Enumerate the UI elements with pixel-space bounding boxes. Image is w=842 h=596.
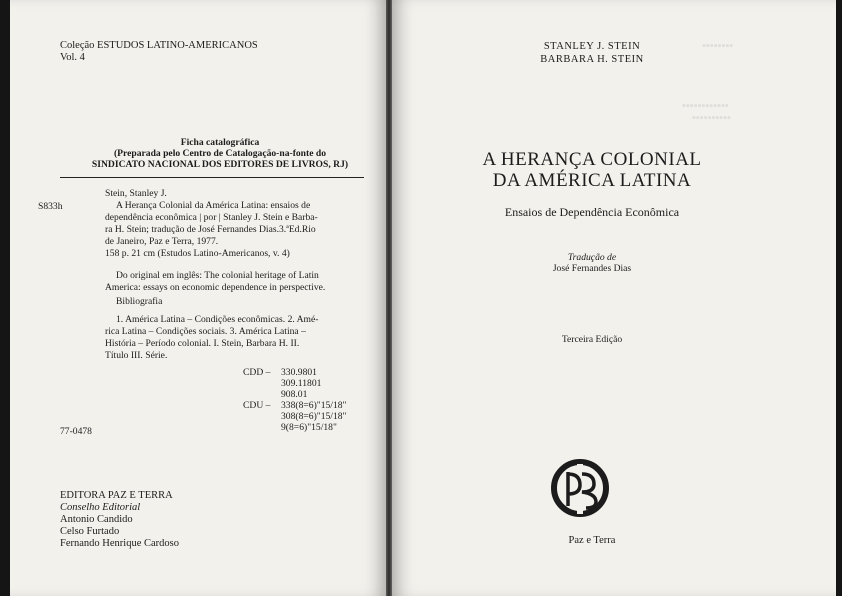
record-line: de Janeiro, Paz e Terra, 1977. bbox=[105, 236, 219, 247]
subject-line: rica Latina – Condições sociais. 3. América Latina – bbox=[105, 326, 306, 337]
original-title-line: America: essays on economic dependence in perspective. bbox=[105, 282, 326, 293]
author-name: BARBARA H. STEIN bbox=[540, 54, 644, 65]
paz-e-terra-logo-icon bbox=[550, 458, 610, 518]
translator-name: José Fernandes Dias bbox=[552, 263, 632, 274]
record-line: Stein, Stanley J. bbox=[105, 188, 167, 199]
catalog-card-heading: Ficha catalográfica bbox=[180, 137, 260, 148]
cdd-label: CDD – bbox=[243, 367, 271, 378]
cdu-value: 308(8=6)"15/18" bbox=[281, 411, 347, 422]
left-page-copyright bbox=[10, 0, 386, 596]
board-member: Celso Furtado bbox=[60, 526, 120, 537]
cdu-label: CDU – bbox=[243, 400, 271, 411]
book-title-line: DA AMÉRICA LATINA bbox=[492, 170, 692, 191]
author-name: STANLEY J. STEIN bbox=[543, 41, 641, 52]
series-volume: Vol. 4 bbox=[60, 52, 85, 63]
catalog-card-rule bbox=[60, 177, 364, 178]
original-title-line: Do original em inglês: The colonial heritage of Latin bbox=[116, 270, 319, 281]
book-subtitle: Ensaios de Dependência Econômica bbox=[504, 205, 680, 219]
call-number: S833h bbox=[38, 201, 63, 212]
record-line: 158 p. 21 cm (Estudos Latino-Americanos, v. 4) bbox=[105, 248, 290, 259]
publisher-name: EDITORA PAZ E TERRA bbox=[60, 490, 173, 501]
record-line: A Herança Colonial da América Latina: ensaios de bbox=[116, 200, 311, 211]
translation-label: Tradução de bbox=[567, 252, 617, 263]
series-title: Coleção ESTUDOS LATINO-AMERICANOS bbox=[60, 40, 258, 51]
record-line: ra H. Stein; tradução de José Fernandes Dias.3.ªEd.Rio bbox=[105, 224, 316, 235]
bibliography-label: Bibliografia bbox=[116, 296, 163, 307]
cdu-value: 9(8=6)"15/18" bbox=[281, 422, 337, 433]
book-title-line: A HERANÇA COLONIAL bbox=[482, 149, 702, 170]
cdu-value: 338(8=6)"15/18" bbox=[281, 400, 347, 411]
board-member: Antonio Candido bbox=[60, 514, 133, 525]
subject-line: Título III. Série. bbox=[105, 350, 168, 361]
catalog-card-source-org: SINDICATO NACIONAL DOS EDITORES DE LIVROS, RJ) bbox=[91, 159, 349, 170]
subject-line: História – Período colonial. I. Stein, Barbara H. II. bbox=[105, 338, 300, 349]
board-member: Fernando Henrique Cardoso bbox=[60, 538, 179, 549]
record-number: 77-0478 bbox=[60, 426, 92, 437]
catalog-card-source: (Preparada pelo Centro de Catalogação-na-fonte do bbox=[113, 148, 327, 159]
cdd-value: 908.01 bbox=[281, 389, 308, 400]
right-page-title: ▪▪▪▪▪▪▪▪ ▪▪▪▪▪▪▪▪▪▪▪▪ ▪▪▪▪▪▪▪▪▪▪ STANLEY J. STEIN BARBARA H. STEIN A HERANÇA COLONIAL DA AMÉRICA LATINA Ensaios de Dependência Econômica Tradução de José Fernandes Dias Terceira Edição Paz e Terra bbox=[392, 0, 836, 596]
publisher-imprint: Paz e Terra bbox=[568, 535, 616, 546]
edition-label: Terceira Edição bbox=[561, 334, 623, 345]
editorial-board-label: Conselho Editorial bbox=[60, 502, 141, 513]
cdd-value: 309.11801 bbox=[281, 378, 322, 389]
subject-line: 1. América Latina – Condições econômicas. 2. Amé- bbox=[116, 314, 319, 325]
record-line: dependência econômica | por | Stanley J. Stein e Barba- bbox=[105, 212, 318, 223]
cdd-value: 330.9801 bbox=[281, 367, 317, 378]
